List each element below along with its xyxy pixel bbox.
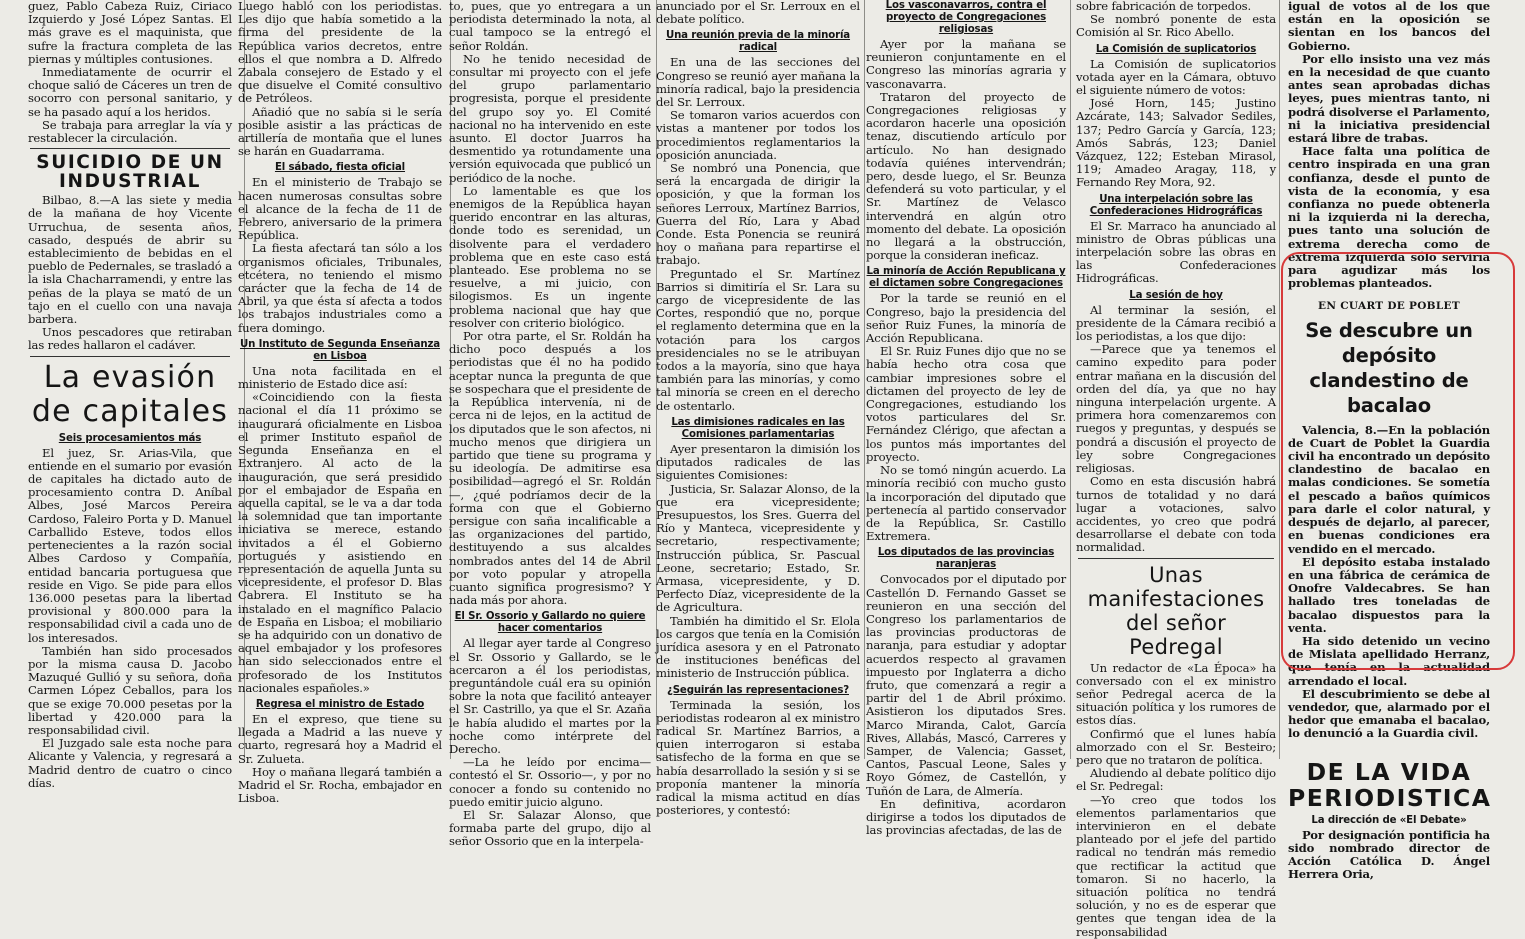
paragraph: No he tenido necesidad de consultar mi proyecto con el jefe del grupo parlamentario progresista, porque el presidente del grupo soy yo. El Comité nacional no ha intervenido en este asunto. El doctor Juarros ha desmentido ya rotundamente una versión equivocada que publicó un periódico de la noche.	[449, 51, 651, 185]
paragraph: —Yo creo que todos los elementos parlamentarios que intervinieron en el debate planteado por el jefe del partido radical no tendrán más remedio que rectificar la actitud que tomaron. Si no hacerlo, la situación política no tendrá solución, y no es de esperar que gentes que tengan idea de la responsabilidad	[1076, 792, 1276, 939]
paragraph: sobre fabricación de torpedos.	[1076, 0, 1252, 13]
paragraph: La fiesta afectará tan sólo a los organismos oficiales, Tribunales, etcétera, no teniendo el mismo carácter que la fecha de 14 de Abril, ya que ésta sí afecta a todos los trabajos industriales como a fuera domingo.	[238, 241, 442, 335]
subhead: Un Instituto de Segunda Enseñanza en Lisboa	[239, 338, 440, 362]
paragraph: Por designación pontificia ha sido nombrado director de Acción Católica D. Ángel Herrera Oria,	[1288, 827, 1490, 882]
paragraph: igual de votos al de los que están en la oposición se sientan en los bancos del Gobierno.	[1288, 0, 1490, 53]
paragraph: También ha dimitido el Sr. Elola los cargos que tenía en la Comisión jurídica asesora y en el Patronato de instituciones benéficas del ministerio de Instrucción pública.	[656, 613, 860, 681]
paragraph: guez, Pablo Cabeza Ruiz, Ciriaco Izquierdo y José López Santas. El más grave es el maquinista, que sufre la fractura completa de las piernas y múltiples contusiones.	[28, 0, 232, 66]
paragraph: Hoy o mañana llegará también a Madrid el Sr. Rocha, embajador en Lisboa.	[238, 764, 442, 806]
column-3	[449, 0, 651, 849]
paragraph: En definitiva, acordaron dirigirse a todos los diputados de las provincias afectadas, de las de	[866, 796, 1066, 838]
paragraph: El descubrimiento se debe al vendedor, que, alarmado por el hedor que emanaba el bacalao, lo denunció a la Guardia civil.	[1288, 686, 1490, 741]
paragraph: Ha sido detenido un vecino de Mislata apellidado Herranz, que tenía en la actualidad arrendado el local.	[1288, 633, 1490, 688]
subhead: Los diputados de las provincias naranjeras	[877, 547, 1055, 571]
paragraph: Se nombró ponente de esta Comisión al Sr. Rico Abello.	[1076, 12, 1276, 40]
paragraph: «Coincidiendo con la fiesta nacional el día 11 próximo se inaugurará oficialmente en Lisboa el primer Instituto español de Segunda Enseñanza en el Extranjero. Al acto de la inauguración, que será presidido por el embajador de España en aquella capital, se le va a dar toda la solemnidad que tan importante iniciativa se merece, estando invitados a él el Gobierno portugués y asistiendo en representación de aquella Junta su vicepresidente, el profesor D. Blas Cabrera. El Instituto se ha instalado en el magnífico Palacio de España en Lisboa; el mobiliario se ha adquirido con un donativo de aquel embajador y los profesores han sido seleccionados entre el profesorado de los Institutos nacionales españoles.»	[238, 390, 442, 695]
divider	[30, 148, 230, 149]
paragraph: No se tomó ningún acuerdo. La minoría recibió con mucho gusto la incorporación del diputado que pertenecía al partido conservador de la República, Sr. Castillo Extremera.	[866, 463, 1066, 544]
paragraph: En una de las secciones del Congreso se reunió ayer mañana la minoría radical, bajo la presidencia del Sr. Lerroux.	[656, 55, 860, 110]
paragraph: Luego habló con los periodistas. Les dijo que había sometido a la firma del presidente de la República varios decretos, entre ellos el que nombra a D. Alfredo Zabala consejero de Estado y el que disuelve el Comité consultivo de Petróleos.	[238, 0, 442, 106]
paragraph: Se nombró una Ponencia, que será la encargada de dirigir la oposición, y que la forman los señores Lerroux, Martínez Barrios, Guerra del Río, Lara y Abad Conde. Esta Ponencia se reunirá hoy o mañana para repartirse el trabajo.	[656, 161, 860, 268]
paragraph: —La he leído por encima—contestó el Sr. Ossorio—, y por no conocer a fondo su contenido no puedo emitir juicio alguno.	[449, 755, 651, 809]
paragraph: Por otra parte, el Sr. Roldán ha dicho poco después a los periodistas que él no ha podido aceptar nunca la pregunta de que se sospechara que el presidente de la República intervenía, ni de cerca ni de lejos, en la actitud de los diputados que le son afectos, ni mucho menos que dirigiera un partido que tiene su programa y su ideología. De admitirse esa posibilidad—agregó el Sr. Roldán—, ¿qué podríamos decir de la forma con que el Gobierno persigue con saña incalificable a las organizaciones del partido, destituyendo a sus alcaldes nombrados antes del 14 de Abril por voto popular y atropella cuanto significa progresismo? Y nada más por ahora.	[449, 329, 651, 608]
paragraph: Como en esta discusión habrá turnos de totalidad y no dará lugar a votaciones, salvo accidentes, yo creo que podrá desarrollarse el debate con toda normalidad.	[1076, 474, 1276, 555]
paragraph: También han sido procesados por la misma causa D. Jacobo Mazuqué Gullió y su señora, doña Carmen López Ceballos, para los que se exige 70.000 pesetas por la libertad y 420.000 para la responsabilidad civil.	[28, 643, 232, 737]
divider	[1078, 558, 1274, 559]
paragraph: Se trabaja para arreglar la vía y restablecer la circulación.	[28, 117, 232, 146]
paragraph: Al llegar ayer tarde al Congreso el Sr. Ossorio y Gallardo, se le acercaron a él los periodistas, preguntándole cuál era su opinión sobre la nota que facilitó anteayer el Sr. Castrillo, ya que el Sr. Azaña le había aludido el martes por la noche como intérprete del Derecho.	[449, 636, 651, 756]
column-rule	[1070, 0, 1071, 759]
subhead: Las dimisiones radicales en las Comisiones parlamentarias	[671, 416, 845, 440]
paragraph: Inmediatamente de ocurrir el choque salió de Cáceres un tren de socorro con personal sanitario, y se ha pasado aquí a los heridos.	[28, 65, 232, 119]
paragraph: Hace falta una política de centro inspirada en una gran confianza, desde el punto de vista de la economía, y esa confianza no puede obtenerla ni la izquierda ni la derecha, pues tanto una solución de extrema derecha como de extrema izquierda sólo serviría para agudizar más los problemas planteados.	[1288, 144, 1490, 291]
subhead: Una interpelación sobre las Confederaciones Hidrográficas	[1089, 193, 1263, 217]
headline-pedregal: Unas manifestaciones del señor Pedregal	[1087, 562, 1265, 659]
paragraph: Por la tarde se reunió en el Congreso, bajo la presidencia del señor Ruiz Funes, la minoría de Acción Republicana.	[866, 291, 1066, 346]
column-2	[238, 0, 442, 806]
paragraph: Una nota facilitada en el ministerio de Estado dice así:	[238, 363, 442, 392]
column-1	[28, 0, 232, 790]
headline-evasion: La evasión de capitales	[31, 359, 229, 429]
paragraph: Terminada la sesión, los periodistas rodearon al ex ministro radical Sr. Martínez Barrios, a quien interrogaron si estaba satisfecho de la forma en que se había desarrollado la sesión y si se proponía mantener la minoría radical la misma actitud en días posteriores, y contestó:	[656, 697, 860, 818]
paragraph: Unos pescadores que retiraban las redes hallaron el cadáver.	[28, 325, 232, 353]
divider	[30, 356, 230, 357]
paragraph: —Parece que ya tenemos el camino expedito para poder entrar mañana en la discusión del orden del día, ya que no hay ninguna interpelación urgente. A primera hora comenzaremos con ruegos y preguntas, y después se pondrá a discusión el proyecto de ley sobre Congregaciones religiosas.	[1076, 342, 1276, 476]
paragraph: Se tomaron varios acuerdos con vistas a mantener por todos los procedimientos reglamentarios la oposición anunciada.	[656, 108, 860, 162]
subhead: La sesión de hoy	[1129, 289, 1223, 301]
paragraph: José Horn, 145; Justino Azcárate, 143; Salvador Sediles, 137; Pedro García y García, 123; Amós Sabrás, 123; Daniel Vázquez, 122; Esteban Mirasol, 119; Amadeo Aragay, 118, y Fernando Rey Mora, 92.	[1076, 96, 1276, 190]
paragraph: El Juzgado sale esta noche para Alicante y Valencia, y regresará a Madrid dentro de cuatro o cinco días.	[28, 736, 232, 790]
subhead: Seis procesamientos más	[58, 432, 202, 444]
column-rule	[864, 0, 865, 759]
paragraph: Trataron del proyecto de Congregaciones religiosas y acordaron hacerle una oposición tenaz, discutiendo artículo por artículo. No han designado todavía quiénes intervendrán; pero, desde luego, el Sr. Beunza defenderá su voto particular, y el Sr. Martínez de Velasco intervendrá en algún otro momento del debate. La oposición no llegará a la obstrucción, porque la consideran ineficaz.	[866, 89, 1066, 263]
paragraph: Por ello insisto una vez más en la necesidad de que cuanto antes sean aprobadas dichas leyes, pues mientras tanto, ni podrá disolverse el Parlamento, ni la iniciativa presidencial estará libre de trabas.	[1288, 51, 1490, 146]
paragraph: Ayer presentaron la dimisión los diputados radicales de las siguientes Comisiones:	[656, 441, 860, 483]
paragraph: En el ministerio de Trabajo se hacen numerosas consultas sobre el alcance de la fecha de 11 de Febrero, aniversario de la primera República.	[238, 175, 442, 243]
paragraph: Lo lamentable es que los enemigos de la República hayan querido encontrar en las alturas, donde todo es serenidad, un disolvente para el verdadero problema que en este caso está planteado. Ese problema no se resuelve, a mi juicio, con silogismos. Es un ingente problema nacional que hay que resolver con criterio biológico.	[449, 183, 651, 330]
paragraph: Justicia, Sr. Salazar Alonso, de la que era vicepresidente; Presupuestos, los Sres. Guerra del Río y Manteca, vicepresidente y secretario, respectivamente; Instrucción pública, Sr. Pascual Leone, secretario; Estado, Sr. Armasa, vicepresidente, y D. Perfecto Díaz, vicepresidente de la de Agricultura.	[656, 481, 860, 615]
subhead: El Sr. Ossorio y Gallardo no quiere hacer comentarios	[454, 611, 646, 635]
paragraph: Ayer por la mañana se reunieron conjuntamente en el Congreso las minorías agraria y vasconavarra.	[866, 37, 1066, 91]
column-6	[1076, 0, 1276, 939]
headline-suicidio: SUICIDIO DE UN INDUSTRIAL	[36, 152, 224, 193]
paragraph: El Sr. Salazar Alonso, que formaba parte del grupo, dijo al señor Ossorio que en la interpela-	[449, 807, 651, 849]
subhead: La dirección de «El Debate»	[1311, 814, 1467, 826]
headline-vida-periodistica: DE LA VIDA PERIODISTICA	[1288, 757, 1492, 812]
paragraph: En el expreso, que tiene su llegada a Madrid a las nueve y cuarto, regresará hoy a Madrid el Sr. Zulueta.	[238, 711, 442, 766]
subhead: La Comisión de suplicatorios	[1095, 43, 1257, 55]
paragraph: Preguntado el Sr. Martínez Barrios si dimitiría el Sr. Lara su cargo de vicepresidente de las Cortes, respondió que no, porque el reglamento determina que en la votación para los cargos presidenciales no se le atribuyan todos a la mayoría, sino que haya también para las minorías, y como tal minoría se creen en el derecho de ostentarlo.	[656, 266, 860, 413]
subhead: Una reunión previa de la minoría radical	[665, 30, 851, 54]
paragraph: Convocados por el diputado por Castellón D. Fernando Gasset se reunieron en una sección del Congreso los parlamentarios de las provincias productoras de naranja, para estudiar y adoptar acuerdos respecto al gravamen impuesto por Inglaterra a dicho fruto, que comenzará a regir a partir del 1 de Abril próximo. Asistieron los diputados Sres. Marco Miranda, Calot, García Rives, Allabás, Mascó, Carreres y Samper, de Valencia; Gasset, Cantos, Pascual Leone, Sales y Royo Gómez, de Castellón, y Tuñón de Lara, de Almería.	[866, 572, 1066, 798]
column-rule	[1279, 0, 1280, 759]
paragraph: La Comisión de suplicatorios votada ayer en la Cámara, obtuvo el siguiente número de votos:	[1076, 56, 1276, 98]
subhead: Los vasconavarros, contra el proyecto de Congregaciones religiosas	[885, 0, 1047, 35]
column-5	[866, 0, 1066, 838]
headline-bacalao: Se descubre un depósito clandestino de bacalao	[1305, 318, 1473, 417]
paragraph: Bilbao, 8.—A las siete y media de la mañana de hoy Vicente Urruchua, de sesenta años, casado, después de abrir su establecimiento de bebidas en el pueblo de Pedernales, se trasladó a la isla Chacharramendi, y entre las peñas de la playa se mató de un tajo en el cuello con una navaja barbera.	[28, 193, 232, 327]
subhead: ¿Seguirán las representaciones?	[666, 684, 849, 696]
column-4	[656, 0, 860, 818]
subhead: El sábado, fiesta oficial	[274, 162, 406, 174]
paragraph: El Sr. Ruiz Funes dijo que no se había hecho otra cosa que cambiar impresiones sobre el dictamen del proyecto de ley de Congregaciones, estudiando los votos particulares del Sr. Fernández Clérigo, que afectan a los puntos más importantes del proyecto.	[866, 344, 1066, 464]
kicker: EN CUART DE POBLET	[1318, 300, 1460, 313]
highlight-box	[1281, 252, 1515, 670]
paragraph: El depósito estaba instalado en una fábrica de cerámica de Onofre Valdecabres. Se han hallado tres toneladas de bacalao dispuestos para la venta.	[1288, 554, 1490, 635]
paragraph: to, pues, que yo entregara a un periodista determinado la nota, al cual tampoco se la entregó el señor Roldán.	[449, 0, 651, 53]
subhead: Regresa el ministro de Estado	[255, 698, 425, 710]
paragraph: El juez, Sr. Arias-Vila, que entiende en el sumario por evasión de capitales ha dictado auto de procesamiento contra D. Aníbal Albes, José Marcos Pereira Cardoso, Faleiro Porta y D. Manuel Carballido Esteve, todos ellos pertenecientes a la razón social Albes Cardoso y Compañía, entidad bancaria portuguesa que reside en Vigo. Se pide para ellos 136.000 pesetas para la libertad provisional y 800.000 para la responsabilidad civil a cada uno de los interesados.	[28, 445, 232, 645]
subhead: La minoría de Acción Republicana y el dictamen sobre Congregaciones	[866, 266, 1066, 290]
paragraph: El Sr. Marraco ha anunciado al ministro de Obras públicas una interpelación sobre las obras en las Confederaciones Hidrográficas.	[1076, 218, 1276, 286]
paragraph: Valencia, 8.—En la población de Cuart de Poblet la Guardia civil ha encontrado un depósito clandestino de bacalao en malas condiciones. Se sometía el pescado a baños químicos para darle el color natural, y después de dejarlo, al parecer, en buenas condiciones era vendido en el mercado.	[1288, 422, 1490, 556]
paragraph: Un redactor de «La Época» ha conversado con el ex ministro señor Pedregal acerca de la situación política y los rumores de estos días.	[1076, 660, 1276, 728]
paragraph: anunciado por el Sr. Lerroux en el debate político.	[656, 0, 860, 27]
paragraph: Confirmó que el lunes había almorzado con el Sr. Besteiro; pero que no trataron de política.	[1076, 726, 1276, 767]
paragraph: Al terminar la sesión, el presidente de la Cámara recibió a los periodistas, a los que dijo:	[1076, 302, 1276, 344]
paragraph: Aludiendo al debate político dijo el Sr. Pedregal:	[1076, 766, 1276, 794]
paragraph: Añadió que no sabía si le sería posible asistir a las prácticas de artillería de montaña que el lunes se harán en Guadarrama.	[238, 104, 442, 159]
